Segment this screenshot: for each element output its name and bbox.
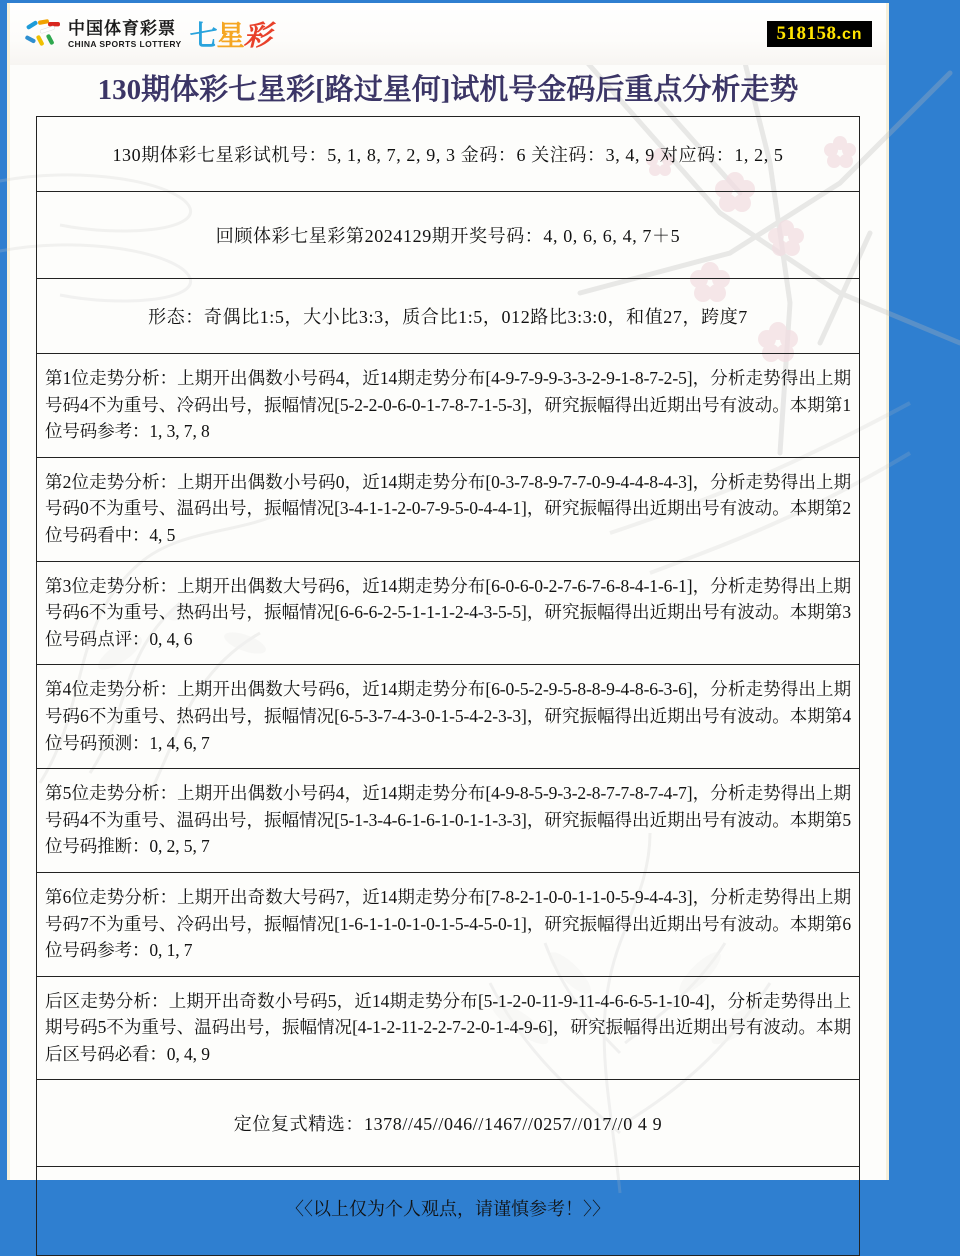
page-inner xyxy=(7,3,889,1220)
row-disclaimer xyxy=(37,1167,859,1255)
site-url-name: 518158. xyxy=(776,22,842,44)
row-analysis-pos6 xyxy=(37,873,859,977)
row-analysis-pos1 xyxy=(37,354,859,458)
row-analysis-pos2 xyxy=(37,458,859,562)
test-numbers-text: 130期体彩七星彩试机号：5, 1, 8, 7, 2, 9, 3 金码：6 关注码：3, 4, 9 对应码：1, 2, 5 xyxy=(112,145,784,165)
row-analysis-back-zone xyxy=(37,977,859,1081)
logo-english-name: CHINA SPORTS LOTTERY xyxy=(68,38,182,49)
recommended-pick-text: 定位复式精选：1378//45//046//1467//0257//017//0 4 9 xyxy=(233,1114,663,1135)
row-test-numbers xyxy=(37,117,859,192)
review-text: 回顾体彩七星彩第2024129期开奖号码：4, 0, 6, 6, 4, 7＋5 xyxy=(215,226,681,246)
page-title: 130期体彩七星彩[路过星何]试机号金码后重点分析走势 xyxy=(97,74,799,106)
analysis-text-pos6: 第6位走势分析：上期开出奇数大号码7，近14期走势分布[7-8-2-1-0-0-1-1-0-5-9-4-4-3]，分析走势得出上期号码7不为重号、冷码出号，振幅情况[1-6-1-1-0-1-0-1-5-4-5-0-1]，研究振幅得出近期出号有波动。本期第6位号码参考：0, 1, 7 xyxy=(45,886,851,961)
lottery-logo xyxy=(24,14,271,54)
analysis-text-pos1: 第1位走势分析：上期开出偶数小号码4，近14期走势分布[4-9-7-9-9-3-3-2-9-1-8-7-2-5]，分析走势得出上期号码4不为重号、冷码出号，振幅情况[5-2-2-0-6-0-1-7-8-7-1-5-3]，研究振幅得出近期出号有波动。本期第1位号码参考：1, 3, 7, 8 xyxy=(45,368,851,442)
site-url-badge xyxy=(767,21,872,48)
form-text: 形态：奇偶比1:5，大小比3:3，质合比1:5，012路比3:3:0，和值27，跨度7 xyxy=(148,307,748,327)
row-analysis-pos3 xyxy=(37,562,859,666)
analysis-text-pos5: 第5位走势分析：上期开出偶数小号码4，近14期走势分布[4-9-8-5-9-3-2-8-7-7-8-7-4-7]，分析走势得出上期号码4不为重号、温码出号，振幅情况[5-1-3-4-6-1-6-1-0-1-1-3-3]，研究振幅得出近期出号有波动。本期第5位号码推断：0, 2, 5, 7 xyxy=(45,783,851,857)
row-review xyxy=(37,192,859,279)
disclaimer-text: 〈〈以上仅为个人观点，请谨慎参考！〉〉 xyxy=(286,1199,610,1220)
analysis-text-pos3: 第3位走势分析：上期开出偶数大号码6，近14期走势分布[6-0-6-0-2-7-6-7-6-8-4-1-6-1]，分析走势得出上期号码6不为重号、热码出号，振幅情况[6-6-6-2-5-1-1-1-2-4-3-5-5]，研究振幅得出近期出号有波动。本期第3位号码点评：0, 4, 6 xyxy=(45,575,851,649)
logo-game-char-2: 星 xyxy=(216,20,244,51)
logo-chinese-name: 中国体育彩票 xyxy=(68,18,176,38)
analysis-text-pos2: 第2位走势分析：上期开出偶数小号码0，近14期走势分布[0-3-7-8-9-7-7-0-9-4-4-8-4-3]，分析走势得出上期号码0不为重号、温码出号，振幅情况[3-4-1-1-2-0-7-9-5-0-4-4-1]，研究振幅得出近期出号有波动。本期第2位号码看中：4, 5 xyxy=(45,471,851,545)
analysis-text-back-zone: 后区走势分析：上期开出奇数小号码5，近14期走势分布[5-1-2-0-11-9-11-4-6-6-5-1-10-4]，分析走势得出上期号码5不为重号、温码出号，振幅情况[4-1-2-11-2-2-7-2-0-1-4-9-6]，研究振幅得出近期出号有波动。本期后区号码必看：0, 4, 9 xyxy=(45,990,851,1064)
row-analysis-pos4 xyxy=(37,665,859,769)
analysis-text-pos4: 第4位走势分析：上期开出偶数大号码6，近14期走势分布[6-0-5-2-9-5-8-8-9-4-8-6-3-6]，分析走势得出上期号码6不为重号、热码出号，振幅情况[6-5-3-7-4-3-0-1-5-4-2-3-3]，研究振幅得出近期出号有波动。本期第4位号码预测：1, 4, 6, 7 xyxy=(45,679,851,753)
logo-game-char-3: 彩 xyxy=(243,20,271,51)
sports-lottery-mark-icon xyxy=(24,17,62,51)
row-form xyxy=(37,279,859,354)
lottery-logo-text xyxy=(68,20,182,49)
logo-game-char-1: 七 xyxy=(189,20,217,51)
site-header xyxy=(10,3,886,65)
row-analysis-pos5 xyxy=(37,769,859,873)
logo-game-name xyxy=(190,14,271,54)
row-recommended-pick xyxy=(37,1080,859,1167)
analysis-table xyxy=(36,116,860,1256)
site-url-tld: cn xyxy=(841,25,862,44)
